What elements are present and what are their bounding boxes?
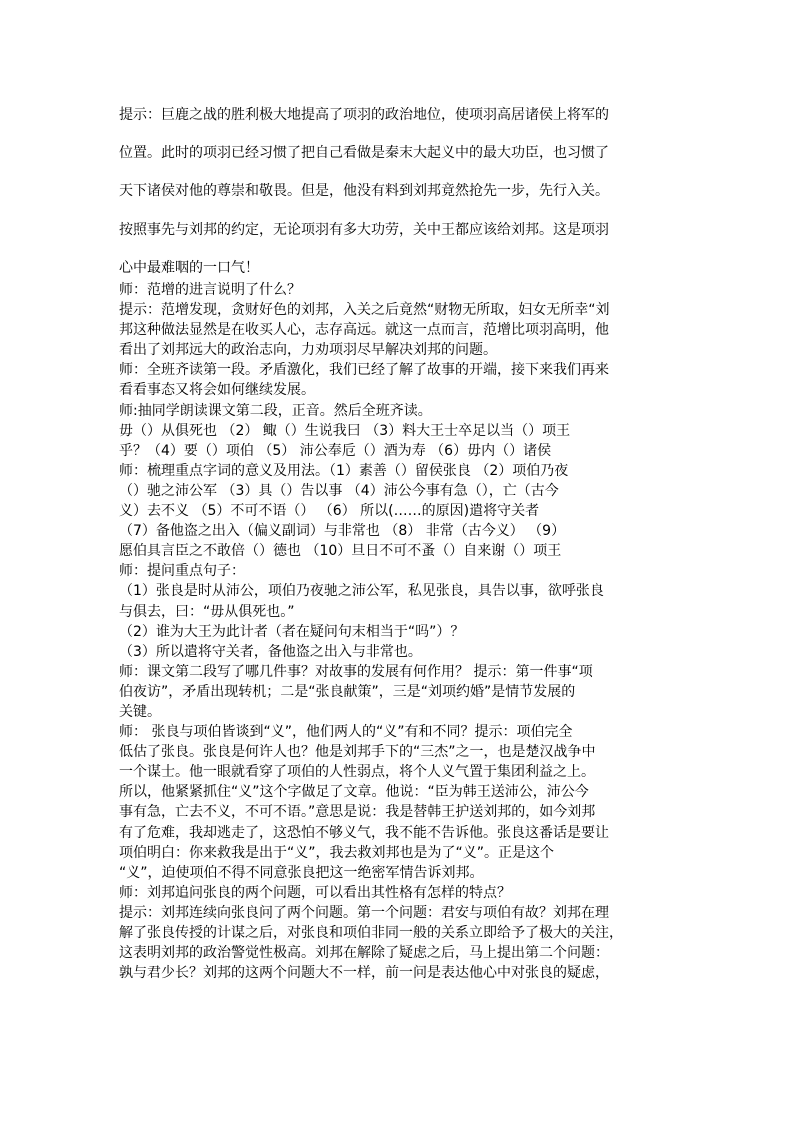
text-line: 提示：范增发现，贪财好色的刘邦，入关之后竟然“财物无所取，妇女无所幸“刘: [119, 302, 610, 319]
text-line: 师:抽同学朗读课文第二段，正音。然后全班齐读。: [119, 402, 432, 419]
text-line: 一个谋士。他一眼就看穿了项伯的人性弱点，将个人义气置于集团利益之上。: [119, 764, 595, 781]
opening-paragraph: [119, 96, 687, 287]
text-line: 伯夜访”，矛盾出现转机；二是“张良献策”，三是“刘项约婚”是情节发展的: [119, 683, 576, 700]
text-line: 愿伯具言臣之不敢倍（）德也 （10）旦日不可不蚤（）自来谢（）项王: [119, 543, 562, 560]
text-line: （1）张良是时从沛公，项伯乃夜驰之沛公军，私见张良，具告以事，欲呼张良: [119, 583, 604, 600]
text-line: （3）所以遣将守关者，备他盗之出入与非常也。: [119, 643, 422, 660]
text-line: “义”，迫使项伯不得不同意张良把这一绝密军情告诉刘邦。: [119, 864, 484, 881]
text-line: 所以，他紧紧抓住“义”这个字做足了文章。他说：“臣为韩王送沛公，沛公今: [119, 784, 589, 801]
text-line: 按照事先与刘邦的约定，无论项羽有多大功劳，关中王都应该给刘邦。这是项羽: [119, 221, 609, 238]
text-line: 这表明刘邦的政治警觉性极高。刘邦在解除了疑虑之后，马上提出第二个问题：: [119, 945, 609, 962]
text-line: （2）谁为大王为此计者（者在疑问句末相当于“吗”）？: [119, 623, 465, 640]
text-line: 项伯明白：你来救我是出于“义”，我去救刘邦也是为了“义”。正是这个: [119, 844, 555, 861]
text-line: 有了危难，我却逃走了，这恐怕不够义气，我不能不告诉他。张良这番话是要让: [119, 824, 609, 841]
text-line: 关键。: [119, 703, 161, 720]
text-line: 师：提问重点句子：: [119, 563, 245, 580]
text-line: 孰与君少长？刘邦的这两个问题大不一样，前一问是表达他心中对张良的疑虑，: [119, 965, 609, 982]
text-line: 义）去不义 （5）不可不语（） （6） 所以(……的原因)遣将守关者: [119, 503, 540, 520]
text-line: 看看事态又将会如何继续发展。: [119, 382, 315, 399]
text-line: 师：梳理重点字词的意义及用法。（1）素善（）留侯张良 （2）项伯乃夜: [119, 462, 569, 479]
text-line: （7）备他盗之出入（偏义副词）与非常也 （8） 非常（古今义） （9）: [119, 523, 566, 540]
text-line: 师：刘邦追问张良的两个问题，可以看出其性格有怎样的特点？: [119, 884, 511, 901]
text-line: 师：全班齐读第一段。矛盾激化，我们已经了解了故事的开端，接下来我们再来: [119, 362, 609, 379]
text-line: 乎？（4）要（）项伯 （5） 沛公奉卮（）酒为寿 （6）毋内（）诸侯: [119, 442, 552, 459]
text-line: 事有急，亡去不义，不可不语。”意思是说：我是替韩王护送刘邦的，如今刘邦: [119, 804, 596, 821]
text-line: 毋（）从俱死也 （2） 鲰（）生说我曰 （3）料大王士卒足以当（）项王: [119, 422, 571, 439]
text-line: 与俱去，曰：“毋从俱死也。”: [119, 603, 295, 620]
text-line: 低估了张良。张良是何许人也？他是刘邦手下的“三杰”之一，也是楚汉战争中: [119, 744, 596, 761]
text-line: 师：课文第二段写了哪几件事？对故事的发展有何作用？ 提示：第一件事“项: [119, 663, 593, 680]
text-line: 提示：巨鹿之战的胜利极大地提高了项羽的政治地位，使项羽高居诸侯上将军的: [119, 107, 609, 123]
text-line: 师： 张良与项伯皆谈到“义”，他们两人的“义”有和不同？提示：项伯完全: [119, 724, 573, 741]
text-line: 解了张良传授的计谋之后，对张良和项伯非同一般的关系立即给予了极大的关注，: [119, 925, 623, 941]
text-line: 提示：刘邦连续向张良问了两个问题。第一个问题：君安与项伯有故？刘邦在理: [119, 904, 609, 921]
text-line: 看出了刘邦远大的政治志向，力劝项羽尽早解决刘邦的问题。: [119, 342, 497, 359]
body-text: [119, 280, 687, 983]
text-line: 邦这种做法显然是在收买人心，志存高远。就这一点而言，范增比项羽高明，他: [119, 322, 609, 339]
text-line: （）驰之沛公军 （3）具（）告以事 （4）沛公今事有急（），亡（古今: [119, 482, 559, 499]
text-line: 天下诸侯对他的尊崇和敬畏。但是，他没有料到刘邦竟然抢先一步，先行入关。: [119, 183, 609, 200]
text-line: 师：范增的进言说明了什么？: [119, 282, 301, 298]
text-line: 位置。此时的项羽已经习惯了把自己看做是秦末大起义中的最大功臣，也习惯了: [119, 145, 609, 162]
text-line: 心中最难咽的一口气！: [119, 259, 259, 276]
